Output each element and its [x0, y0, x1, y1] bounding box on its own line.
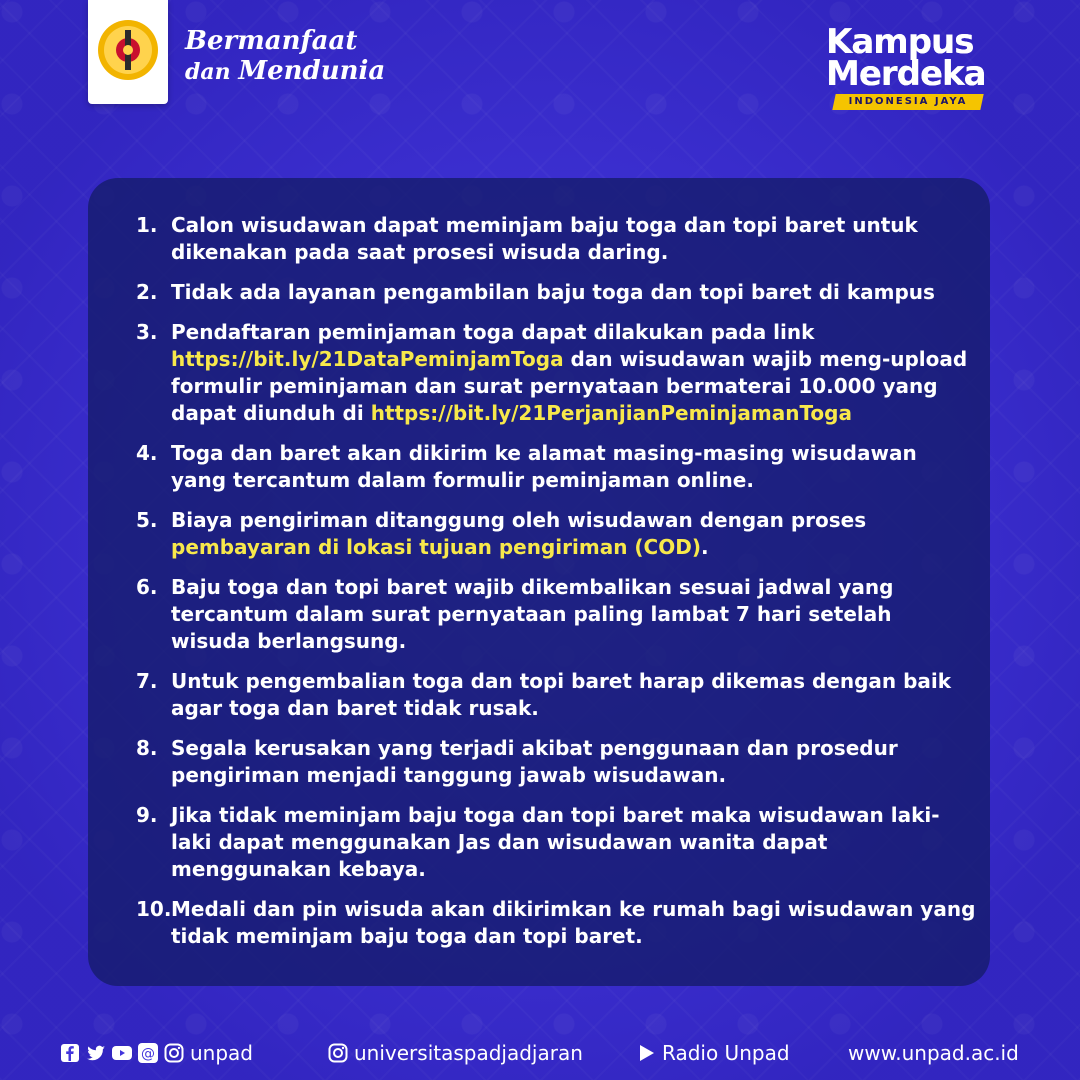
text-segment: Baju toga dan topi baret wajib dikembalikan sesuai jadwal yang tercantum dalam surat pernyataan paling lambat 7 hari setelah wisuda berlangsung.	[171, 575, 894, 653]
list-item-text	[171, 897, 975, 948]
list-item	[136, 319, 976, 427]
list-item	[136, 279, 976, 306]
list-item-number: 4.	[136, 441, 158, 465]
tagline	[185, 26, 385, 87]
info-list	[136, 212, 976, 963]
list-item-text	[171, 669, 951, 720]
text-segment: Pendaftaran peminjaman toga dapat dilakukan pada link	[171, 320, 815, 344]
text-segment: Segala kerusakan yang terjadi akibat penggunaan dan prosedur pengiriman menjadi tanggung jawab wisudawan.	[171, 736, 898, 787]
instagram-group	[328, 1038, 583, 1068]
radio-label[interactable]: Radio Unpad	[662, 1041, 790, 1065]
tagline-line1: Bermanfaat	[185, 26, 358, 56]
list-item-text	[171, 441, 917, 492]
list-item-text	[171, 213, 918, 264]
social-handle[interactable]: unpad	[190, 1041, 253, 1065]
highlighted-text[interactable]: https://bit.ly/21DataPeminjamToga	[171, 347, 564, 371]
list-item	[136, 507, 976, 561]
list-item-number: 5.	[136, 508, 158, 532]
list-item-number: 7.	[136, 669, 158, 693]
text-segment: dan wisudawan wajib meng-upload formulir peminjaman dan surat pernyataan bermaterai 10.000 yang dapat diunduh di	[171, 347, 968, 425]
twitter-icon[interactable]	[86, 1043, 106, 1063]
indonesia-jaya-band	[832, 94, 983, 110]
text-segment: Biaya pengiriman ditanggung oleh wisudawan dengan proses	[171, 508, 867, 532]
list-item-text	[171, 575, 893, 653]
indonesia-jaya-text: INDONESIA JAYA	[848, 96, 968, 107]
social-group	[60, 1038, 253, 1068]
list-item-text	[171, 280, 935, 304]
list-item	[136, 668, 976, 722]
tagline-dan: dan	[185, 59, 231, 85]
list-item-text	[171, 320, 967, 425]
text-segment: Tidak ada layanan pengambilan baju toga dan topi baret di kampus	[171, 280, 935, 304]
list-item-number: 2.	[136, 280, 158, 304]
list-item	[136, 574, 976, 655]
youtube-icon[interactable]	[112, 1043, 132, 1063]
list-item-text	[171, 508, 866, 559]
list-item-text	[171, 736, 898, 787]
svg-text:@: @	[141, 1046, 155, 1062]
list-item-number: 6.	[136, 575, 158, 599]
tagline-line2	[185, 56, 385, 87]
facebook-icon[interactable]	[60, 1043, 80, 1063]
text-segment: Toga dan baret akan dikirim ke alamat masing-masing wisudawan yang tercantum dalam formulir peminjaman online.	[171, 441, 917, 492]
website-group	[848, 1038, 1019, 1068]
at-sign-icon[interactable]	[138, 1043, 158, 1063]
kampus-merdeka-logo	[826, 22, 986, 108]
footer	[0, 1038, 1080, 1068]
highlighted-text: pembayaran di lokasi tujuan pengiriman (COD)	[171, 535, 701, 559]
highlighted-text[interactable]: https://bit.ly/21PerjanjianPeminjamanToga	[370, 401, 852, 425]
instagram-handle[interactable]: universitaspadjadjaran	[354, 1041, 583, 1065]
list-item-number: 1.	[136, 213, 158, 237]
text-segment: .	[700, 535, 709, 559]
list-item-text	[171, 803, 940, 881]
list-item-number: 10.	[136, 897, 172, 921]
list-item-number: 8.	[136, 736, 158, 760]
unpad-seal-icon	[96, 18, 160, 82]
list-item	[136, 896, 976, 950]
website-link[interactable]: www.unpad.ac.id	[848, 1041, 1019, 1065]
play-icon[interactable]	[636, 1043, 656, 1063]
instagram-icon[interactable]	[328, 1043, 348, 1063]
text-segment: Untuk pengembalian toga dan topi baret harap dikemas dengan baik agar toga dan baret tidak rusak.	[171, 669, 952, 720]
kampus-text: Kampus	[826, 22, 974, 62]
instagram-icon[interactable]	[164, 1043, 184, 1063]
text-segment: Jika tidak meminjam baju toga dan topi baret maka wisudawan laki-laki dapat menggunakan Jas dan wisudawan wanita dapat menggunakan kebaya.	[171, 803, 940, 881]
list-item	[136, 735, 976, 789]
list-item	[136, 440, 976, 494]
tagline-mendunia: Mendunia	[238, 56, 386, 86]
list-item	[136, 802, 976, 883]
list-item	[136, 212, 976, 266]
merdeka-text: Merdeka	[826, 54, 986, 94]
list-item-number: 3.	[136, 320, 158, 344]
radio-group	[636, 1038, 790, 1068]
unpad-logo-badge	[88, 0, 168, 104]
text-segment: Calon wisudawan dapat meminjam baju toga dan topi baret untuk dikenakan pada saat prosesi wisuda daring.	[171, 213, 918, 264]
text-segment: Medali dan pin wisuda akan dikirimkan ke rumah bagi wisudawan yang tidak meminjam baju toga dan topi baret.	[171, 897, 976, 948]
list-item-number: 9.	[136, 803, 158, 827]
